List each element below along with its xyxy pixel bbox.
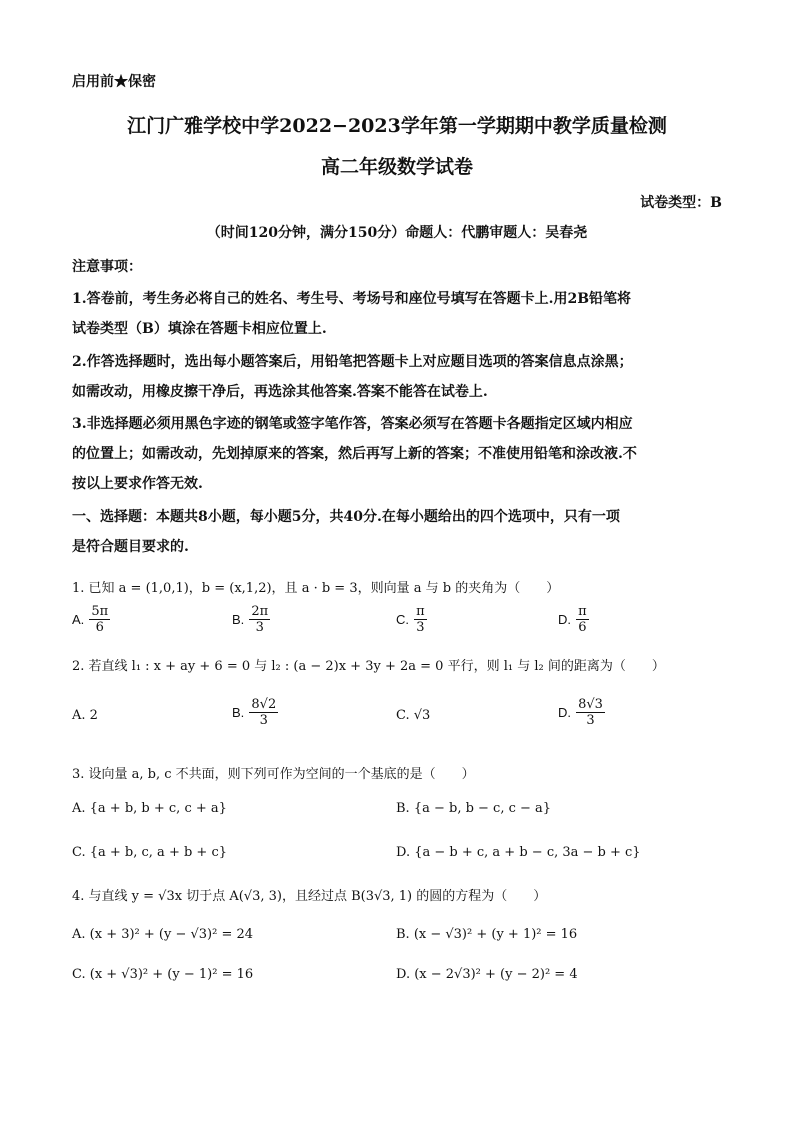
q2-option-d[interactable]: [558, 697, 605, 728]
confidential-mark: 启用前★保密: [72, 74, 156, 90]
q4-option-c[interactable]: C. (x + √3)² + (y − 1)² = 16: [72, 967, 254, 982]
q2-option-d-label: D.: [558, 705, 571, 720]
q2-option-b-fraction: $\frac{8√2}{3}$: [251, 697, 277, 728]
exam-subtitle: 高二年级数学试卷: [320, 156, 473, 178]
q1-option-c-fraction: $\frac{\pi}{3}$: [416, 604, 425, 635]
q3-option-b[interactable]: B. {a − b, b − c, c − a}: [396, 801, 552, 816]
note-1b: 试卷类型（B）填涂在答题卡相应位置上.: [72, 321, 327, 337]
q2-option-a[interactable]: A. 2: [72, 708, 98, 723]
q1-option-d-fraction: $\frac{\pi}{6}$: [578, 604, 587, 635]
q1-option-b-label: B.: [232, 612, 245, 627]
note-3b: 的位置上；如需改动，先划掉原来的答案，然后再写上新的答案；不准使用铅笔和涂改液.不: [72, 446, 637, 462]
q1-option-d-label: D.: [558, 612, 571, 627]
q3-option-d[interactable]: D. {a − b + c, a + b − c, 3a − b + c}: [396, 845, 641, 860]
q3-option-c[interactable]: C. {a + b, c, a + b + c}: [72, 845, 227, 860]
q1-option-c[interactable]: [396, 604, 427, 635]
q3-option-a[interactable]: A. {a + b, b + c, c + a}: [72, 801, 227, 816]
note-1a: 1.答卷前，考生务必将自己的姓名、考生号、考场号和座位号填写在答题卡上.用2B铅笔将: [72, 291, 632, 307]
question-4-stem: 4. 与直线 y = √3x 切于点 A(√3, 3)，且经过点 B(3√3, 1) 的圆的方程为（ ）: [72, 889, 547, 904]
note-3a: 3.非选择题必须用黑色字迹的钢笔或签字笔作答，答案必须写在答题卡各题指定区域内相应: [72, 416, 633, 432]
exam-info: （时间120分钟，满分150分）命题人：代鹏审题人：吴春尧: [206, 225, 588, 241]
q1-option-a-label: A.: [72, 612, 85, 627]
note-2a: 2.作答选择题时，选出每小题答案后，用铅笔把答题卡上对应题目选项的答案信息点涂黑；: [72, 354, 633, 370]
q4-option-d[interactable]: D. (x − 2√3)² + (y − 2)² = 4: [396, 967, 578, 982]
q1-option-c-label: C.: [396, 612, 409, 627]
question-3-stem: 3. 设向量 a, b, c 不共面，则下列可作为空间的一个基底的是（ ）: [72, 767, 475, 782]
note-3c: 按以上要求作答无效.: [72, 476, 203, 492]
q2-option-d-fraction: $\frac{8√3}{3}$: [578, 697, 603, 728]
section-1-line-2: 是符合题目要求的.: [72, 539, 189, 555]
q2-option-b-label: B.: [232, 705, 245, 720]
q2-option-b[interactable]: [232, 697, 278, 728]
q1-option-a-fraction: $\frac{5\pi}{6}$: [91, 604, 109, 635]
exam-title: 江门广雅学校中学2022−2023学年第一学期期中教学质量检测: [127, 115, 667, 137]
paper-type: 试卷类型：B: [640, 195, 722, 211]
q4-option-b[interactable]: B. (x − √3)² + (y + 1)² = 16: [396, 927, 578, 942]
q1-option-b-fraction: $\frac{2\pi}{3}$: [251, 604, 269, 635]
notes-heading: 注意事项：: [72, 259, 142, 275]
question-2-stem: 2. 若直线 l₁ : x + ay + 6 = 0 与 l₂ : (a − 2)x + 3y + 2a = 0 平行，则 l₁ 与 l₂ 间的距离为（ ）: [72, 659, 665, 674]
q4-option-a[interactable]: A. (x + 3)² + (y − √3)² = 24: [72, 927, 254, 942]
question-1-stem: 1. 已知 a = (1,0,1)，b = (x,1,2)，且 a · b = 3，则向量 a 与 b 的夹角为（ ）: [72, 581, 560, 596]
section-1-line-1: 一、选择题：本题共8小题，每小题5分，共40分.在每小题给出的四个选项中，只有一项: [72, 509, 620, 525]
note-2b: 如需改动，用橡皮擦干净后，再选涂其他答案.答案不能答在试卷上.: [72, 384, 488, 400]
q1-option-a[interactable]: [72, 604, 110, 635]
q1-option-b[interactable]: [232, 604, 270, 635]
q2-option-c[interactable]: C. √3: [396, 708, 431, 723]
q1-option-d[interactable]: [558, 604, 589, 635]
